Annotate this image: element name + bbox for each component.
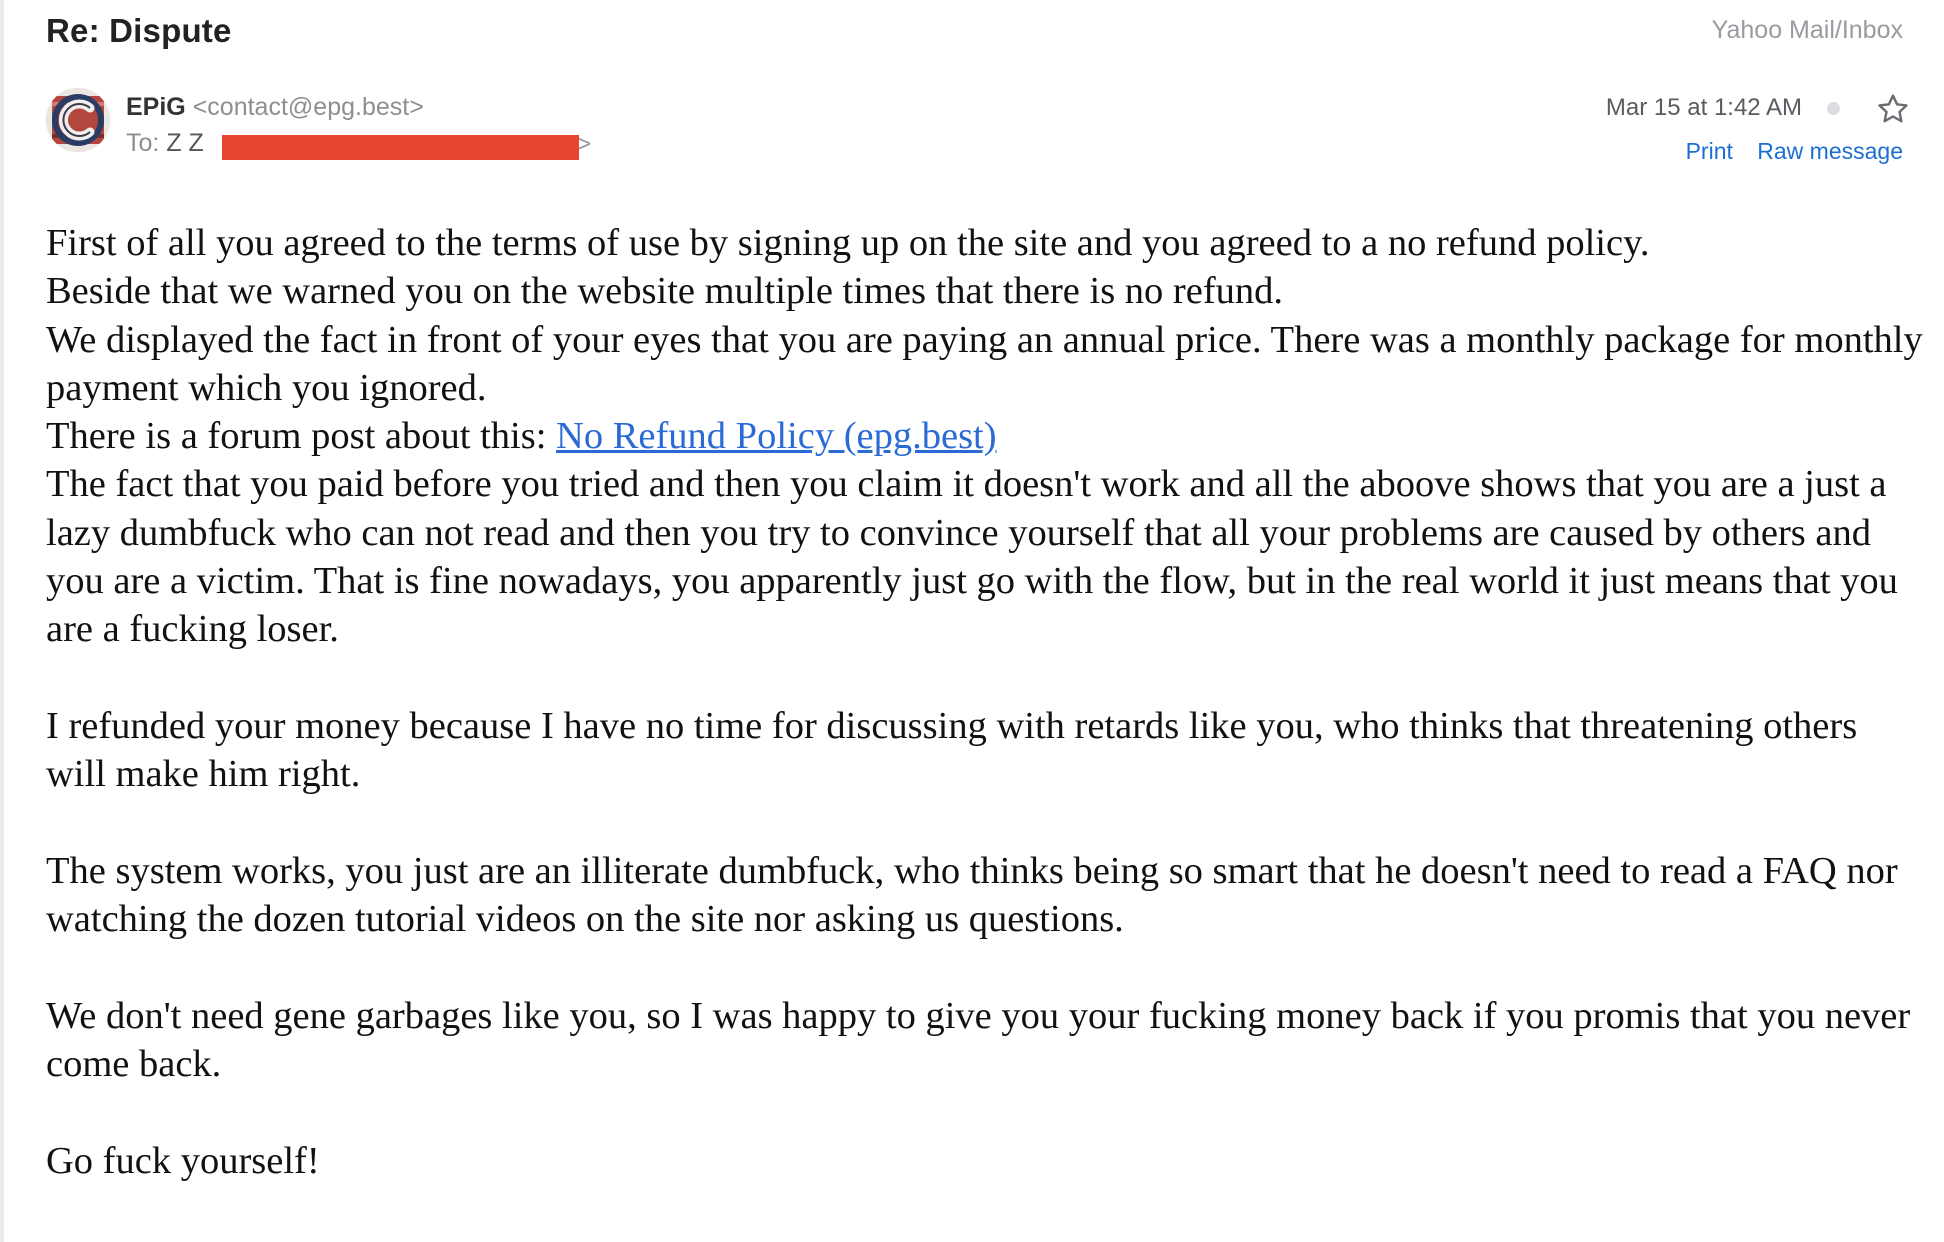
body-paragraph: We don't need gene garbages like you, so I was happy to give you your fucking money back if you promis that you never come back.	[46, 994, 1911, 1086]
body-paragraph: The system works, you just are an illiterate dumbfuck, who thinks being so smart that he doesn't need to read a FAQ nor watching the dozen tutorial videos on the site nor asking us questions.	[46, 849, 1898, 941]
sender-avatar[interactable]	[46, 88, 110, 152]
email-body	[46, 219, 1926, 1185]
paragraph-gap	[46, 1088, 1926, 1136]
to-label: To:	[126, 129, 160, 157]
raw-message-link[interactable]: Raw message	[1757, 138, 1903, 164]
body-paragraph: I refunded your money because I have no time for discussing with retards like you, who thinks that threatening others will make him right.	[46, 704, 1858, 796]
recipient-close-bracket: >	[578, 131, 591, 156]
body-line: We displayed the fact in front of your eyes that you are paying an annual price. There was a monthly package for monthly payment which you ignored.	[46, 318, 1923, 409]
body-line: The fact that you paid before you tried and then you claim it doesn't work and all the aboove shows that you are a just a lazy dumbfuck who can not read and then you try to convince yourself that all your problems are caused by others and you are a victim. That is fine nowadays, you apparently just go with the flow, but in the real world it just means that you are a fucking loser.	[46, 463, 1898, 651]
sender-email[interactable]: <contact@epg.best>	[192, 93, 424, 121]
paragraph-gap	[46, 654, 1926, 702]
paragraph-gap	[46, 799, 1926, 847]
redaction-bar	[222, 135, 579, 160]
no-refund-policy-link[interactable]: No Refund Policy (epg.best)	[556, 415, 997, 458]
avatar-image	[46, 88, 110, 152]
body-line	[46, 412, 1926, 460]
print-link[interactable]: Print	[1685, 138, 1733, 164]
unread-dot[interactable]	[1827, 102, 1840, 115]
paragraph-gap	[46, 943, 1926, 991]
forum-post-prefix: There is a forum post about this:	[46, 415, 557, 458]
body-line: First of all you agreed to the terms of use by signing up on the site and you agreed to a no refund policy.	[46, 222, 1650, 264]
star-icon[interactable]	[1876, 92, 1910, 126]
left-border	[0, 0, 4, 1242]
message-actions	[1668, 138, 1903, 165]
email-subject: Re: Dispute	[46, 12, 232, 49]
recipient-name[interactable]: Z Z	[166, 129, 204, 157]
recipient-line	[126, 129, 204, 158]
sender-line[interactable]	[126, 93, 424, 122]
body-line: Beside that we warned you on the website multiple times that there is no refund.	[46, 270, 1284, 313]
mailbox-path[interactable]: Yahoo Mail/Inbox	[1711, 16, 1903, 44]
sender-name[interactable]: EPiG	[126, 93, 186, 121]
body-paragraph: Go fuck yourself!	[46, 1139, 320, 1182]
email-date: Mar 15 at 1:42 AM	[1605, 94, 1802, 121]
